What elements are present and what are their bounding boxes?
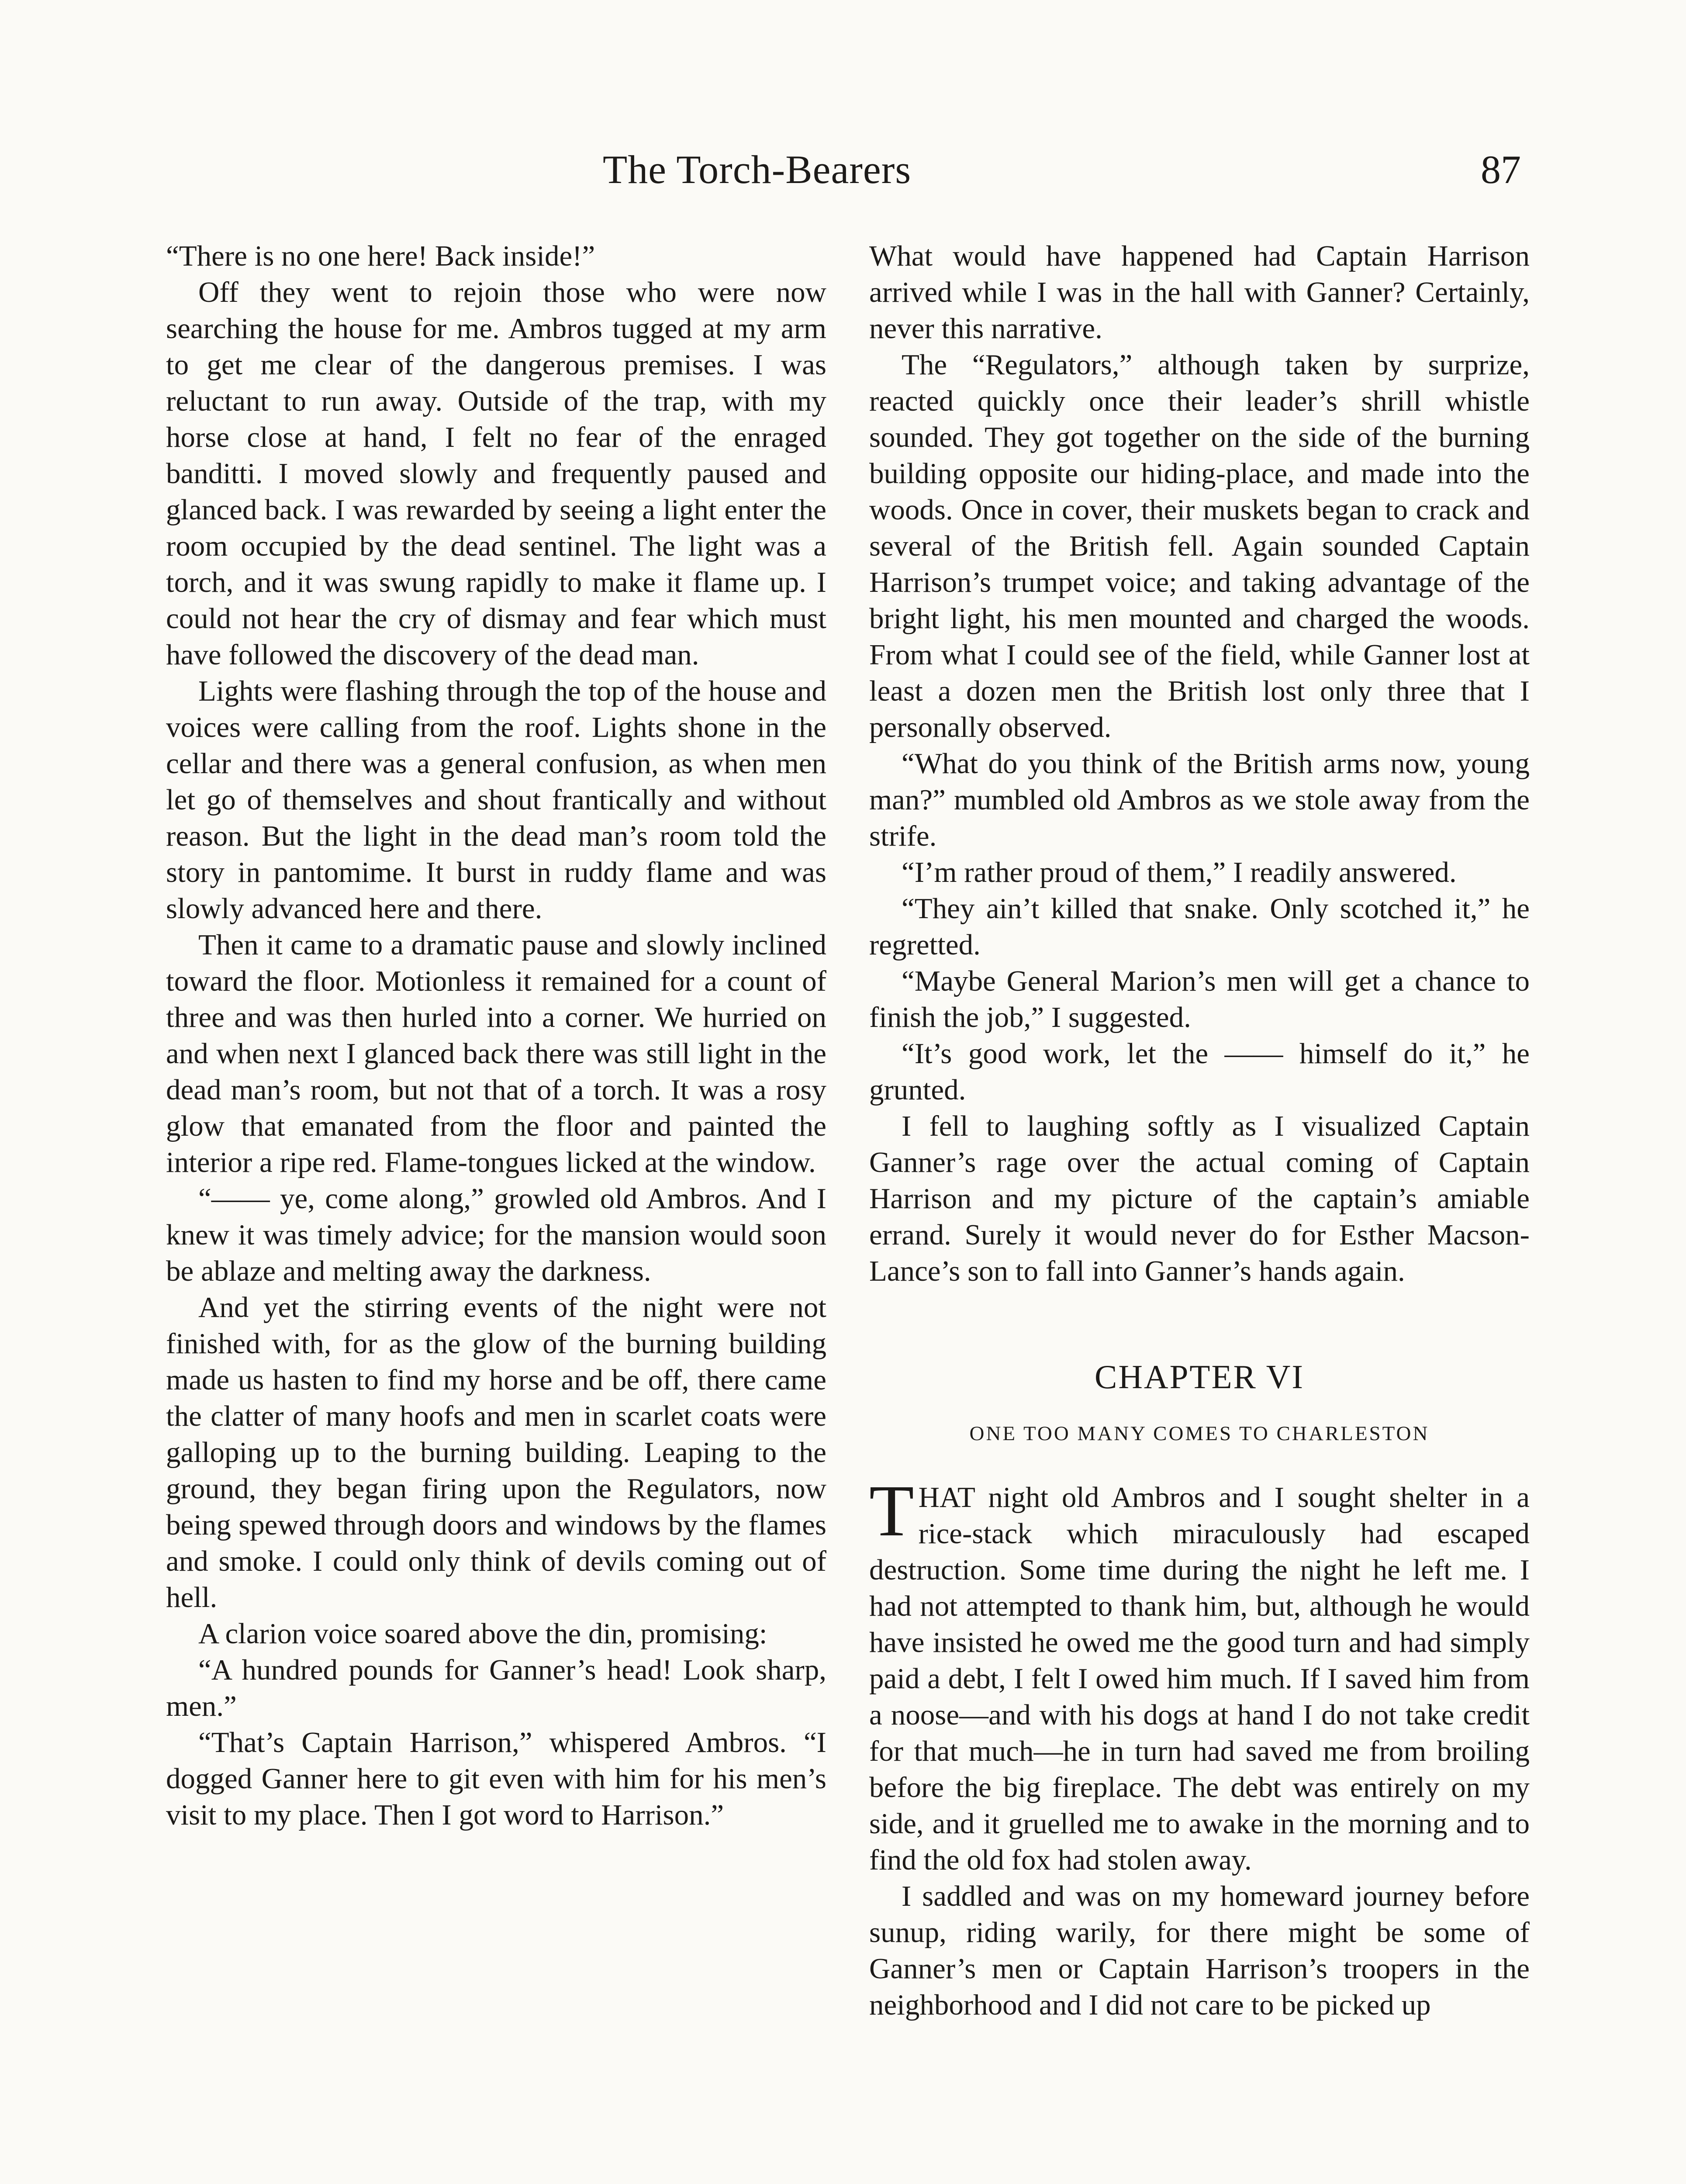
paragraph: “It’s good work, let the —— himself do it,” he grunted.: [869, 1037, 1530, 1106]
paragraph: “I’m rather proud of them,” I readily answered.: [902, 856, 1457, 888]
paragraph: What would have happened had Captain Harrison arrived while I was in the hall with Ganner? Certainly, never this narrative.: [869, 240, 1530, 345]
paragraph: Off they went to rejoin those who were now searching the house for me. Ambros tugged at my arm to get me clear of the dangerous premises. I was reluctant to run away. Outside of the trap, with my horse close at hand, I felt no fear of the enraged banditti. I moved slowly and frequently paused and glanced back. I was rewarded by seeing a light enter the room occupied by the dead sentinel. The light was a torch, and it was swung rapidly to make it flame up. I could not hear the cry of dismay and fear which must have followed the discovery of the dead man.: [166, 276, 826, 671]
running-head-title: The Torch-Bearers: [603, 147, 912, 192]
paragraph: “That’s Captain Harrison,” whispered Ambros. “I dogged Ganner here to git even with him for his men’s visit to my place. Then I got word to Harrison.”: [166, 1726, 826, 1831]
opening-text: HAT night old Ambros and I sought shelter in a rice-stack which miraculously had escaped destruction. Some time during the night he left me. I had not attempted to thank him, but, although he would have insisted he owed me the good turn and had simply paid a debt, I felt I owed him much. If I saved him from a noose—and with his dogs at hand I do not take credit for that much—he in turn had saved me from broiling before the big fireplace. The debt was entirely on my side, and it gruelled me to awake in the morning and to find the old fox had stolen away.: [869, 1481, 1530, 1876]
paragraph: “There is no one here! Back inside!”: [166, 240, 595, 272]
paragraph: And yet the stirring events of the night were not finished with, for as the glow of the burning building made us hasten to find my horse and be off, there came the clatter of many hoofs and men in scarlet coats were galloping up to the burning building. Leaping to the ground, they began firing upon the Regulators, now being spewed through doors and windows by the flames and smoke. I could only think of devils coming out of hell.: [166, 1291, 826, 1614]
right-column: [869, 238, 1530, 2023]
paragraph: “What do you think of the British arms now, young man?” mumbled old Ambros as we stole away from the strife.: [869, 747, 1530, 852]
left-column: [166, 238, 826, 1833]
chapter-title: CHAPTER VI: [1095, 1358, 1304, 1396]
paragraph: The “Regulators,” although taken by surprize, reacted quickly once their leader’s shrill whistle sounded. They got together on the side of the burning building opposite our hiding-place, and made into the woods. Once in cover, their muskets began to crack and several of the British fell. Again sounded Captain Harrison’s trumpet voice; and taking advantage of the bright light, his men mounted and charged the woods. From what I could see of the field, while Ganner lost at least a dozen men the British lost only three that I personally observed.: [869, 349, 1530, 743]
paragraph: A clarion voice soared above the din, promising:: [198, 1617, 767, 1650]
paragraph: Lights were flashing through the top of the house and voices were calling from the roof. Lights shone in the cellar and there was a general confusion, as when men let go of themselves and shout frantically and without reason. But the light in the dead man’s room told the story in pantomime. It burst in ruddy flame and was slowly advanced here and there.: [166, 675, 826, 925]
paragraph: Then it came to a dramatic pause and slowly inclined toward the floor. Motionless it remained for a count of three and was then hurled into a corner. We hurried on and when next I glanced back there was still light in the dead man’s room, but not that of a torch. It was a rosy glow that emanated from the floor and painted the interior a ripe red. Flame-tongues licked at the window.: [166, 929, 826, 1178]
page-number: 87: [1481, 147, 1521, 192]
paragraph: I fell to laughing softly as I visualized Captain Ganner’s rage over the actual coming of Captain Harrison and my picture of the captain’s amiable errand. Surely it would never do for Esther Macson-Lance’s son to fall into Ganner’s hands again.: [869, 1110, 1530, 1287]
paragraph: “Maybe General Marion’s men will get a chance to finish the job,” I suggested.: [869, 965, 1530, 1033]
drop-cap: T: [869, 1470, 914, 1552]
chapter-subtitle: ONE TOO MANY COMES TO CHARLESTON: [969, 1422, 1430, 1445]
paragraph: “A hundred pounds for Ganner’s head! Look sharp, men.”: [166, 1654, 826, 1722]
chapter-opening-paragraph: [869, 1470, 1530, 1878]
paragraph: I saddled and was on my homeward journey before sunup, riding warily, for there might be some of Ganner’s men or Captain Harrison’s troopers in the neighborhood and I did not care to be picked up: [869, 1880, 1530, 2021]
paragraph: “They ain’t killed that snake. Only scotched it,” he regretted.: [869, 892, 1530, 961]
paragraph: “—— ye, come along,” growled old Ambros. And I knew it was timely advice; for the mansion would soon be ablaze and melting away the darkness.: [166, 1182, 826, 1287]
